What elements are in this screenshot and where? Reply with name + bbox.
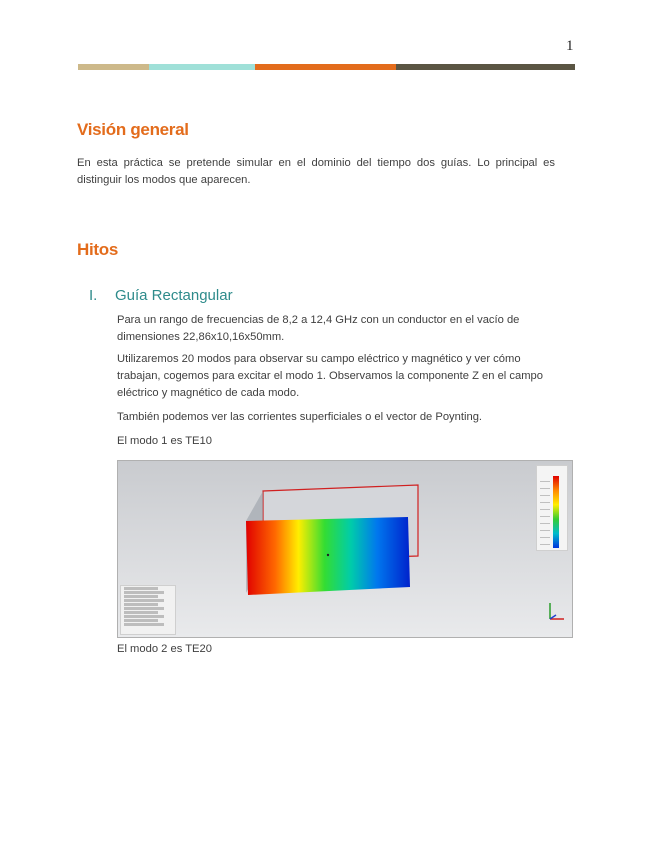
simulation-info-panel [120,585,176,635]
axis-icon [550,603,564,619]
center-marker [327,554,329,556]
paragraph-frequencies: Para un rango de frecuencias de 8,2 a 12,4 GHz con un conductor en el vacío de dimensiones 22,86x10,16x50mm. [117,314,520,343]
milestones-heading: Hitos [77,240,119,259]
caption-mode-1: El modo 1 es TE10 [117,435,212,447]
color-bar-segment-orange [255,64,396,70]
page-number: 1 [566,38,574,54]
simulation-figure [117,460,573,638]
waveguide-3d-view [118,461,572,637]
subsection-number: I. [89,287,98,304]
overview-heading: Visión general [77,120,189,139]
subsection-heading [89,287,233,304]
caption-mode-2: El modo 2 es TE20 [117,643,212,655]
color-scale-bar [553,476,559,548]
header-color-bar [78,64,575,70]
subsection-title: Guía Rectangular [115,287,233,304]
color-legend [536,465,568,551]
color-bar-segment-dark [396,64,575,70]
overview-body: En esta práctica se pretende simular en el dominio del tiempo dos guías. Lo principal es distinguir los modos que aparecen. [77,157,555,186]
color-bar-segment-aqua [149,64,255,70]
paragraph-modes: Utilizaremos 20 modos para observar su campo eléctrico y magnético y ver cómo trabajan, cogemos para excitar el modo 1. Observamos la componente Z en el campo eléctrico y magnético de cada modo. [117,353,543,399]
color-bar-segment-tan [78,64,149,70]
paragraph-poynting: También podemos ver las corrientes superficiales o el vector de Poynting. [117,411,483,423]
